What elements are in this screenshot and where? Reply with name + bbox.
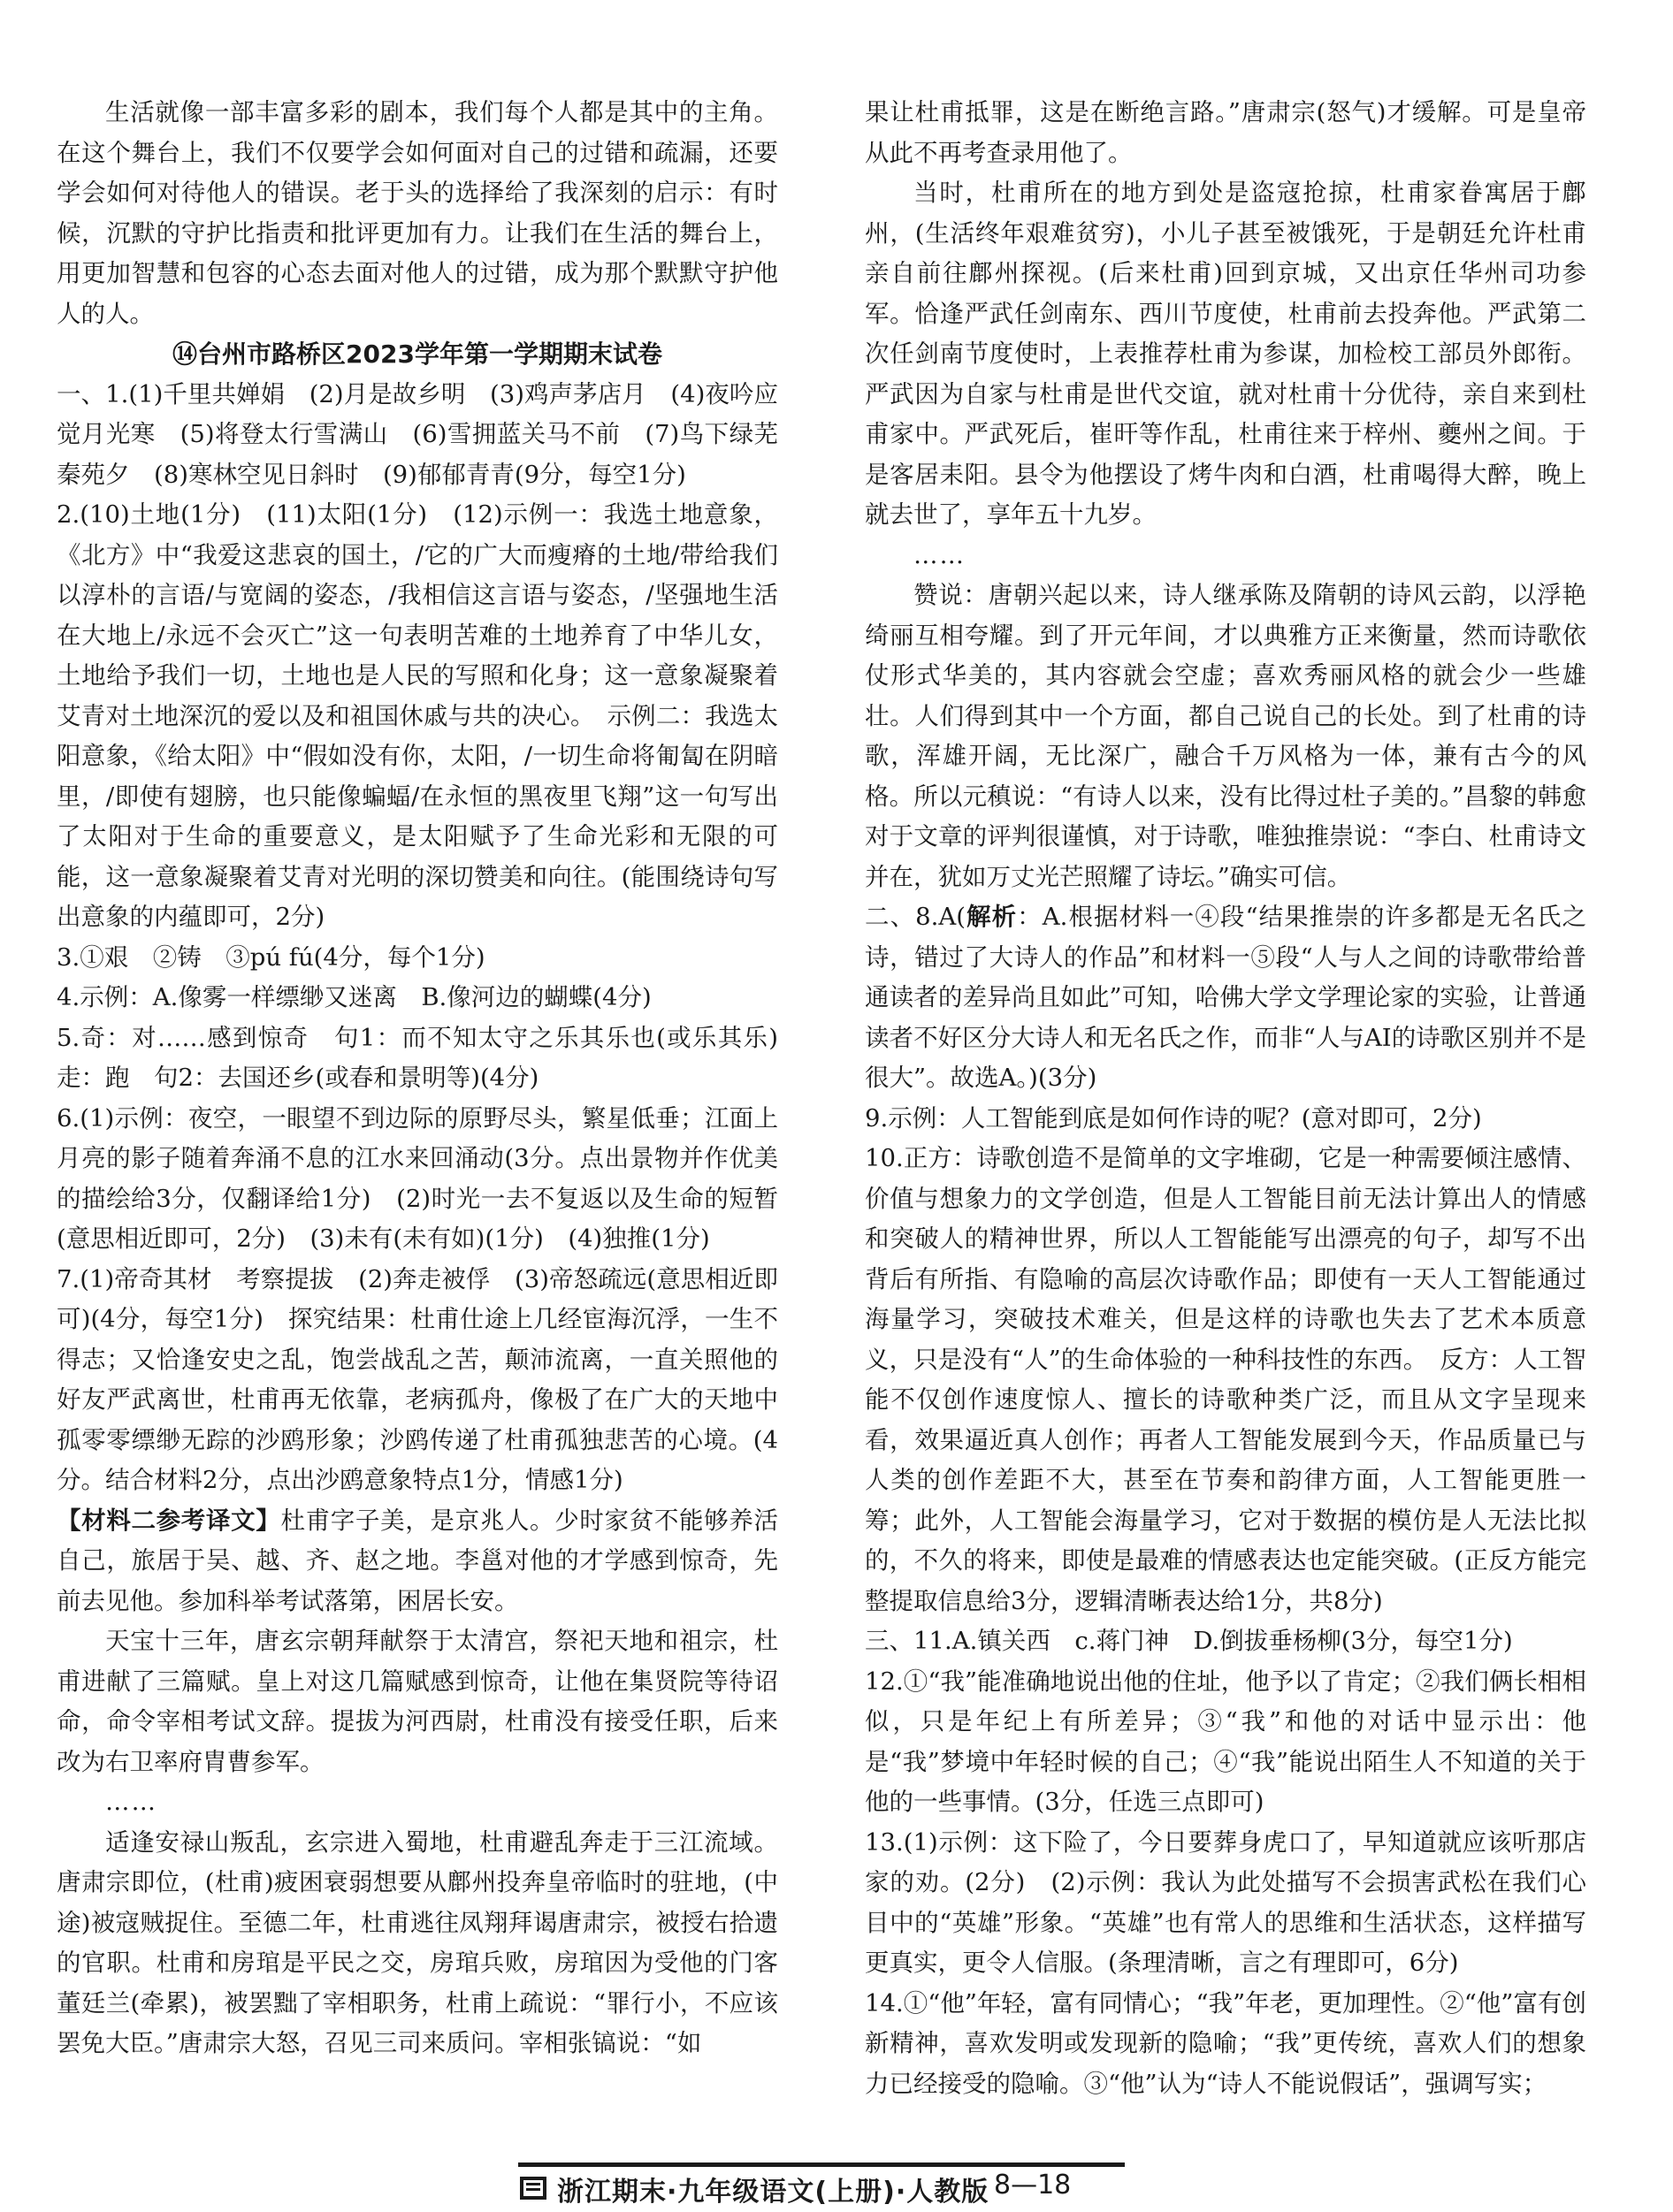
answer-q8 (865, 897, 1586, 1099)
answer-q13: 13.(1)示例：这下险了，今日要葬身虎口了，早知道就应该听那店家的劝。(2分) (2)示例：我认为此处描写不会损害武松在我们心目中的“英雄”形象。“英雄”也有常人的思维和生活状态，这样描写更真实，更令人信服。(条理清晰，言之有理即可，6分) (865, 1827, 1586, 1977)
answer-q4: 4.示例：A.像雾一样缥缈又迷离 B.像河边的蝴蝶(4分) (57, 983, 652, 1011)
ellipsis: …… (913, 540, 966, 569)
translation-paragraph: 赞说：唐朝兴起以来，诗人继承陈及隋朝的诗风云韵，以浮艳绮丽互相夸耀。到了开元年间，才以典雅方正来衡量，然而诗歌依仗形式华美的，其内容就会空虚；喜欢秀丽风格的就会少一些雄壮。人们得到其中一个方面，都自己说自己的长处。到了杜甫的诗歌，浑雄开阔，无比深广，融合千万风格为一体，兼有古今的风格。所以元稹说：“有诗人以来，没有比得过杜子美的。”昌黎的韩愈对于文章的评判很谨慎，对于诗歌，唯独推崇说：“李白、杜甫诗文并在，犹如万丈光芒照耀了诗坛。”确实可信。 (865, 581, 1586, 891)
page-footer (0, 2162, 1673, 2212)
footer-rule (518, 2162, 1125, 2167)
translation-intro (57, 1501, 778, 1622)
translation-paragraph: 当时，杜甫所在的地方到处是盗寇抢掠，杜甫家眷寓居于鄜州，(生活终年艰难贫穷)，小儿子甚至被饿死，于是朝廷允许杜甫亲自前往鄜州探视。(后来杜甫)回到京城，又出京任华州司功参军。恰逢严武任剑南东、西川节度使，杜甫前去投奔他。严武第二次任剑南节度使时，上表推荐杜甫为参谋，加检校工部员外郎衔。严武因为自家与杜甫是世代交谊，就对杜甫十分优待，亲自来到杜甫家中。严武死后，崔旰等作乱，杜甫往来于梓州、夔州之间。于是客居耒阳。县令为他摆设了烤牛肉和白酒，杜甫喝得大醉，晚上就去世了，享年五十九岁。 (865, 179, 1586, 529)
page-number: 8—18 (994, 2170, 1072, 2201)
answer-q10: 10.正方：诗歌创造不是简单的文字堆砌，它是一种需要倾注感情、价值与想象力的文学创造，但是人工智能目前无法计算出人的情感和突破人的精神世界，所以人工智能能写出漂亮的句子，却写不出背后有所指、有隐喻的高层次诗歌作品；即使有一天人工智能通过海量学习，突破技术难关，但是这样的诗歌也失去了艺术本质意义，只是没有“人”的生命体验的一种科技性的东西。 反方：人工智能不仅创作速度惊人、擅长的诗歌种类广泛，而且从文字呈现来看，效果逼近真人创作；再者人工智能发展到今天，作品质量已与人类的创作差距不大，甚至在节奏和韵律方面，人工智能更胜一筹；此外，人工智能会海量学习，它对于数据的模仿是人无法比拟的，不久的将来，即使是最难的情感表达也定能突破。(正反方能完整提取信息给3分，逻辑清晰表达给1分，共8分) (865, 1144, 1586, 1615)
answer-q12: 12.①“我”能准确地说出他的住址，他予以了肯定；②我们俩长相相似，只是年纪上有所差异；③“我”和他的对话中显示出：他是“我”梦境中年轻时候的自己；④“我”能说出陌生人不知道的关于他的一些事情。(3分，任选三点即可) (865, 1667, 1586, 1816)
answer-q1: 一、1.(1)千里共婵娟 (2)月是故乡明 (3)鸡声茅店月 (4)夜吟应觉月光寒 (5)将登太行雪满山 (6)雪拥蓝关马不前 (7)鸟下绿芜秦苑夕 (8)寒林空见日斜时 (9)郁郁青青(9分，每空1分) (57, 379, 778, 489)
answer-q2: 2.(10)土地(1分) (11)太阳(1分) (12)示例一：我选土地意象，《北方》中“我爱这悲哀的国土，/它的广大而瘦瘠的土地/带给我们以淳朴的言语/与宽阔的姿态，/我相信这言语与姿态，/坚强地生活在大地上/永远不会灭亡”这一句表明苦难的土地养育了中华儿女，土地给予我们一切，土地也是人民的写照和化身；这一意象凝聚着艾青对土地深沉的爱以及和祖国休戚与共的决心。 示例二：我选太阳意象，《给太阳》中“假如没有你，太阳，/一切生命将匍匐在阴暗里，/即使有翅膀，也只能像蝙蝠/在永恒的黑夜里飞翔”这一句写出了太阳对于生命的重要意义，是太阳赋予了生命光彩和无限的可能，这一意象凝聚着艾青对光明的深切赞美和向往。(能围绕诗句写出意象的内蕴即可，2分) (57, 500, 778, 931)
right-column (865, 93, 1586, 2104)
left-column (57, 93, 803, 2064)
translation-paragraph: 天宝十三年，唐玄宗朝拜献祭于太清宫，祭祀天地和祖宗，杜甫进献了三篇赋。皇上对这几篇赋感到惊奇，让他在集贤院等待诏命，命令宰相考试文辞。提拔为河西尉，杜甫没有接受任职，后来改为右卫率府胄曹参军。 (57, 1627, 778, 1776)
answer-q3: 3.①艰 ②铸 ③pú fú(4分，每个1分) (57, 942, 485, 972)
q8-analysis-tag: 解析 (965, 903, 1018, 931)
answer-q9: 9.示例：人工智能到底是如何作诗的呢？(意对即可，2分) (865, 1103, 1482, 1133)
translation-tag: 【材料二参考译文】 (57, 1506, 281, 1535)
answer-q6: 6.(1)示例：夜空，一眼望不到边际的原野尽头，繁星低垂；江面上月亮的影子随着奔涌不息的江水来回涌动(3分。点出景物并作优美的描绘给3分，仅翻译给1分) (2)时光一去不复返以及生命的短暂(意思相近即可，2分) (3)未有(未有如)(1分) (4)独推(1分) (57, 1103, 778, 1253)
translation-first: 杜甫字子美，是京兆人。少时家贫不能够养活自己，旅居于吴、越、齐、赵之地。李邕对他的才学感到惊奇，先前去见他。参加科举考试落第，困居长安。 (57, 1506, 779, 1615)
intro-paragraph: 生活就像一部丰富多彩的剧本，我们每个人都是其中的主角。在这个舞台上，我们不仅要学会如何面对自己的过错和疏漏，还要学会如何对待他人的错误。老于头的选择给了我深刻的启示：有时候，沉默的守护比指责和批评更加有力。让我们在生活的舞台上，用更加智慧和包容的心态去面对他人的过错，成为那个默默守护他人的人。 (57, 98, 778, 328)
answer-q11: 三、11.A.镇关西 c.蒋门神 D.倒拔垂杨柳(3分，每空1分) (865, 1627, 1513, 1655)
q8-lead: 二、8.A( (865, 903, 966, 931)
answer-q14: 14.①“他”年轻，富有同情心；“我”年老，更加理性。②“他”富有创新精神，喜欢发明或发现新的隐喻；“我”更传统，喜欢人们的想象力已经接受的隐喻。③“他”认为“诗人不能说假话”，强调写实； (865, 1988, 1586, 2098)
answer-q5: 5.奇：对……感到惊奇 句1：而不知太守之乐其乐也(或乐其乐) 走：跑 句2：去国还乡(或春和景明等)(4分) (57, 1023, 803, 1092)
translation-paragraph: 适逢安禄山叛乱，玄宗进入蜀地，杜甫避乱奔走于三江流域。唐肃宗即位，(杜甫)疲困衰弱想要从鄜州投奔皇帝临时的驻地，(中途)被寇贼捉住。至德二年，杜甫逃往凤翔拜谒唐肃宗，被授右拾遗的官职。杜甫和房琯是平民之交，房琯兵败，房琯因为受他的门客董廷兰(牵累)，被罢黜了宰相职务，杜甫上疏说：“罪行小，不应该罢免大臣。”唐肃宗大怒，召见三司来质问。宰相张镐说：“如 (57, 1827, 778, 2057)
book-icon (518, 2173, 548, 2203)
footer-title: 浙江期末·九年级语文(上册)·人教版 (557, 2177, 989, 2208)
answer-q7: 7.(1)帝奇其材 考察提拔 (2)奔走被俘 (3)帝怒疏远(意思相近即可)(4分，每空1分) 探究结果：杜甫仕途上几经宦海沉浮，一生不得志；又恰逢安史之乱，饱尝战乱之苦，颠沛流离，一直关照他的好友严武离世，杜甫再无依靠，老病孤舟，像极了在广大的天地中孤零零缥缈无踪的沙鸥形象；沙鸥传递了杜甫孤独悲苦的心境。(4分。结合材料2分，点出沙鸥意象特点1分，情感1分) (57, 1264, 778, 1494)
translation-continued: 果让杜甫抵罪，这是在断绝言路。”唐肃宗(怒气)才缓解。可是皇帝从此不再考查录用他了。 (865, 98, 1586, 167)
section-title: ⑭台州市路桥区2023学年第一学期期末试卷 (172, 339, 662, 369)
q8-body: ：A.根据材料一④段“结果推崇的许多都是无名氏之诗，错过了大诗人的作品”和材料一⑤段“人与人之间的诗歌带给普通读者的差异尚且如此”可知，哈佛大学文学理论家的实验，让普通读者不好区分大诗人和无名氏之作，而非“人与AI的诗歌区别并不是很大”。故选A。)(3分) (865, 903, 1587, 1092)
ellipsis: …… (105, 1788, 157, 1816)
